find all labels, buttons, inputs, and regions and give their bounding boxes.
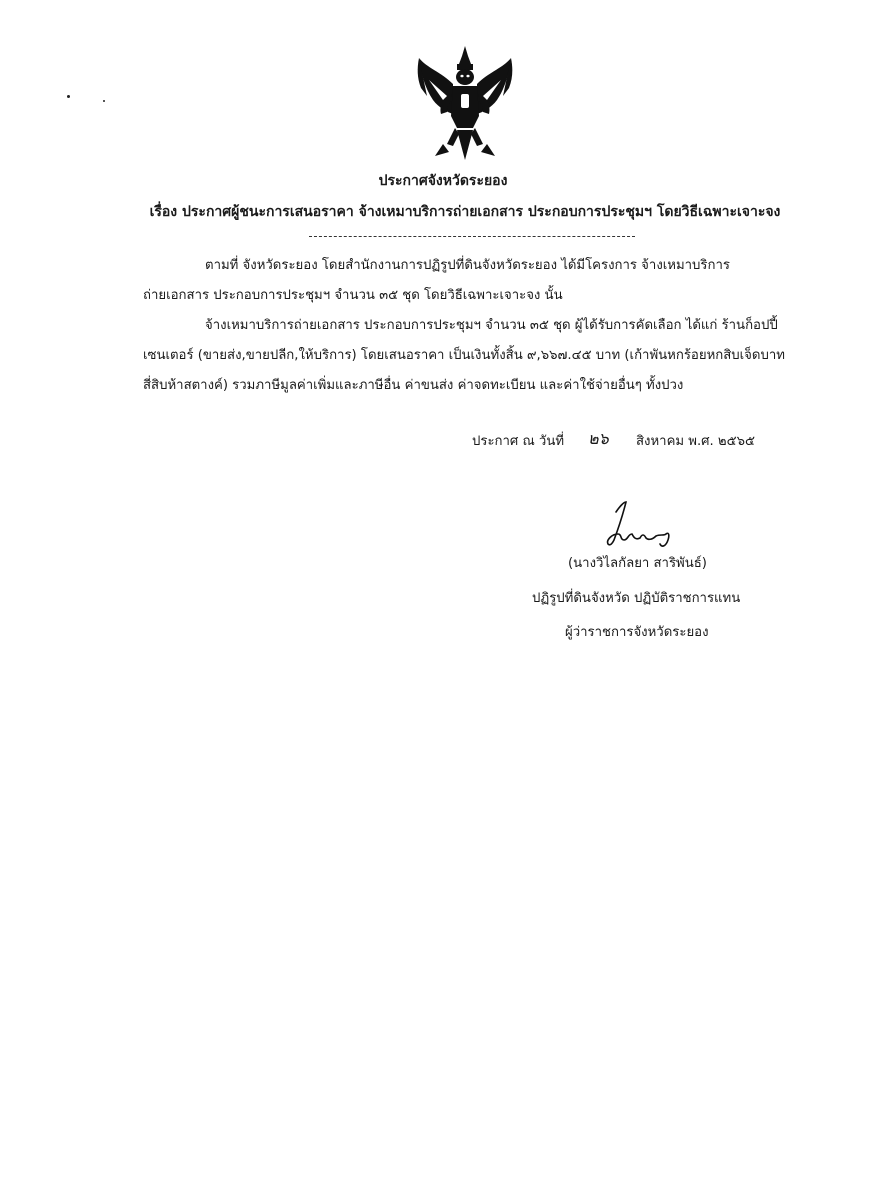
signatory-name: (นางวิไลกัลยา สาริพันธ์) [568, 556, 707, 571]
date-day: ๒๖ [588, 429, 609, 448]
subject-title: เรื่อง ประกาศผู้ชนะการเสนอราคา จ้างเหมาบริการถ่ายเอกสาร ประกอบการประชุมฯ โดยวิธีเฉพาะเจาะจง [149, 204, 781, 220]
signatory-position: ปฏิรูปที่ดินจังหวัด ปฏิบัติราชการแทน [532, 591, 741, 606]
signatory-title: ผู้ว่าราชการจังหวัดระยอง [565, 625, 709, 640]
date-month-year: สิงหาคม พ.ศ. ๒๕๖๕ [636, 434, 755, 449]
garuda-emblem-icon [413, 44, 517, 162]
scan-speck [103, 100, 105, 102]
paragraph-1-line-1: ตามที่ จังหวัดระยอง โดยสำนักงานการปฏิรูปที่ดินจังหวัดระยอง ได้มีโครงการ จ้างเหมาบริการ [205, 258, 730, 273]
paragraph-2-line-1: จ้างเหมาบริการถ่ายเอกสาร ประกอบการประชุมฯ จำนวน ๓๕ ชุด ผู้ได้รับการคัดเลือก ได้แก่ ร้านก็อปปี้ [205, 318, 778, 333]
paragraph-2-line-2: เซนเตอร์ (ขายส่ง,ขายปลีก,ให้บริการ) โดยเสนอราคา เป็นเงินทั้งสิ้น ๙,๖๖๗.๔๕ บาท (เก้าพันหกร้อยหกสิบเจ็ดบาท [143, 348, 785, 363]
signature-mark [590, 500, 680, 552]
issuer-title: ประกาศจังหวัดระยอง [378, 173, 508, 189]
paragraph-2-line-3: สี่สิบห้าสตางค์) รวมภาษีมูลค่าเพิ่มและภาษีอื่น ค่าขนส่ง ค่าจดทะเบียน และค่าใช้จ่ายอื่นๆ ทั้งปวง [143, 378, 684, 393]
date-prefix: ประกาศ ณ วันที่ [472, 434, 565, 449]
divider-line [309, 236, 635, 237]
scan-speck [67, 95, 70, 98]
paragraph-1-line-2: ถ่ายเอกสาร ประกอบการประชุมฯ จำนวน ๓๕ ชุด โดยวิธีเฉพาะเจาะจง นั้น [143, 288, 563, 303]
